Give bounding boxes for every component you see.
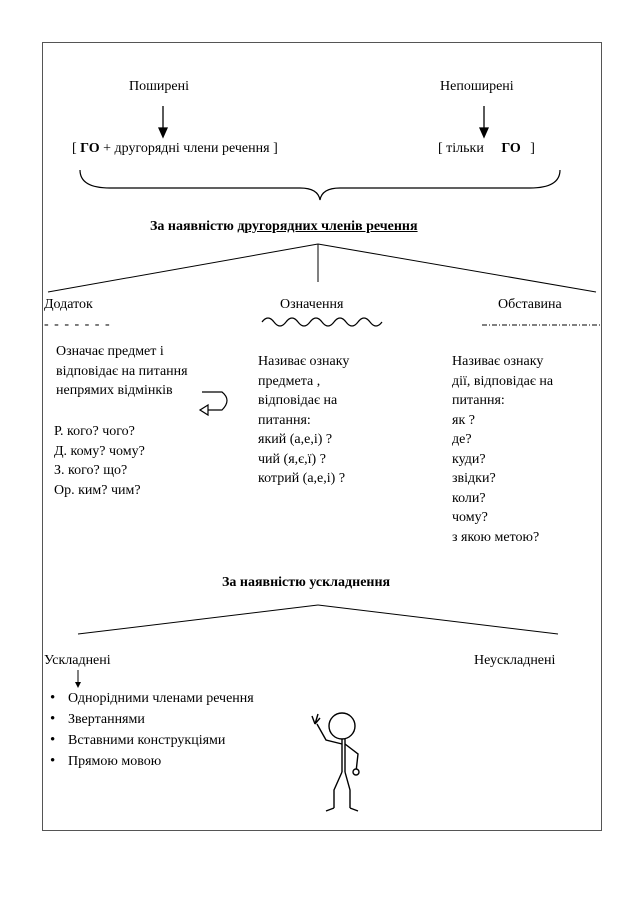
text-line: куди?: [452, 451, 486, 467]
tree-branches-2-left: [78, 605, 318, 634]
tree-branches-1: [48, 244, 596, 292]
text-line: який (а,е,і) ?: [258, 432, 333, 447]
title-neposhyreni: Непоширені: [440, 79, 514, 94]
title-obstavyna: Обставина: [498, 297, 562, 312]
title-oznachennia: Означення: [280, 297, 344, 312]
wavy-underline: [262, 318, 382, 326]
title-dodatok: Додаток: [44, 297, 93, 312]
text-line: з якою метою?: [452, 529, 540, 545]
heading-complication: За наявністю ускладнення: [222, 575, 391, 590]
text-line: Означає предмет і: [56, 344, 164, 359]
dodatok-description: [56, 342, 188, 401]
case-line: Ор. ким? чим?: [54, 482, 141, 498]
text-line: звідки?: [452, 471, 496, 486]
text-line: чий (я,є,ї) ?: [258, 451, 326, 467]
list-item: • Прямою мовою: [48, 751, 254, 772]
text-line: Називає ознаку: [258, 354, 350, 369]
dashed-underline: - - - - - - -: [44, 317, 111, 332]
obstavyna-description: [452, 352, 553, 547]
curly-brace: [80, 170, 560, 200]
go-label: ГО: [80, 141, 100, 156]
text-line: де?: [452, 432, 472, 447]
text-line: дії, відповідає на: [452, 373, 554, 389]
heading-prefix: За наявністю: [150, 219, 238, 234]
text-line: питання:: [258, 412, 311, 428]
text-line: Називає ознаку: [452, 354, 544, 369]
text-line: коли?: [452, 490, 486, 506]
title-neuskladneni: Неускладнені: [474, 653, 556, 668]
list-item: • Вставними конструкціями: [48, 730, 254, 751]
text-line: відповідає на: [258, 393, 338, 408]
text-line: непрямих відмінків: [56, 383, 173, 398]
case-line: Р. кого? чого?: [54, 424, 135, 439]
formula-rest: + другорядні члени речення ]: [103, 141, 278, 156]
oznachennia-description: [258, 352, 349, 489]
arrow-down-left: [159, 106, 167, 137]
text-line: питання:: [452, 393, 505, 408]
go-label-right: ГО: [501, 141, 521, 156]
bracket-close: ]: [530, 141, 535, 156]
tree-branches-2-right: [318, 605, 558, 634]
stick-figure-icon: [312, 713, 359, 811]
bracket-open-only: [ тільки: [438, 141, 484, 156]
text-line: чому?: [452, 510, 488, 525]
bracket-open: [: [72, 141, 77, 156]
heading-secondary-members: [150, 218, 418, 236]
heading-underlined: другорядних членів речення: [237, 219, 418, 234]
text-line: котрий (а,е,і) ?: [258, 471, 346, 486]
arrow-down-right: [480, 106, 488, 137]
formula-left: [72, 140, 278, 158]
list-item: • Звертаннями: [48, 709, 254, 730]
text-line: предмета ,: [258, 373, 321, 389]
complication-list: [48, 688, 254, 772]
text-line: як ?: [452, 412, 475, 428]
list-item: • Однорідними членами речення: [48, 688, 254, 709]
formula-right: [438, 140, 535, 158]
case-line: З. кого? що?: [54, 463, 128, 478]
title-uskladneni: Ускладнені: [44, 653, 111, 668]
text-line: відповідає на питання: [56, 363, 188, 379]
case-line: Д. кому? чому?: [54, 443, 145, 459]
dodatok-cases: [54, 422, 145, 500]
title-poshyreni: Поширені: [129, 79, 189, 94]
